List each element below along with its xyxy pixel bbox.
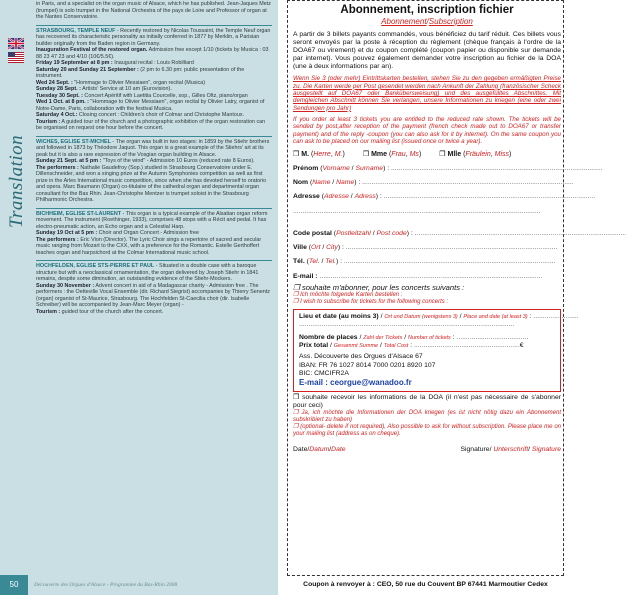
signature-field[interactable]: Signature/ Unterschrift/ Signature (460, 445, 561, 453)
translation-column (36, 1, 272, 315)
left-footer: Découverte des Orgues d'Alsace - Programme du Bas-Rhin 2008 (34, 582, 178, 588)
civility-label: M. (301, 151, 310, 159)
section-heading: WICHES, EGLISE ST-MICHEL (36, 138, 111, 145)
intro-de: Wenn Sie 3 (oder mehr) Eintrittskarten bestellen, stehen Sie zu den gegeben ermäßigten Preise zu. Die Karten werde per Post gesendet werden nach Ankunft der Zahlung (französischer Scheck ausgestellt auf DOA67 oder Bankübersweisung) und des ausgefülltes Abschnittes. Mit demgleichen Abschnitt können Sie verlangen, unsere Informationen zu kriegen (eine oder zwei Sendungen pro Jahr) (293, 75, 561, 112)
subtitle-en: Subscription (428, 17, 473, 26)
intro-text: in Paris, and a specialist on the organ music of Alsace, which he has published. Jean-Jaques Metz (trumpet) is solo trumpet in the National Orchestra of the pays de Loire and Professor of organ at the Nantes Conservatoire. (36, 1, 271, 20)
address-line[interactable]: ................................................................................................................................... (293, 207, 541, 215)
total-field[interactable]: Prix total / Gesammt Summe / Total Cost : ........................................................€ (299, 342, 524, 350)
side-title: Translation (6, 134, 27, 228)
paragraph-lead: Wed 1 Oct. at 8 pm. : (36, 99, 89, 105)
subtitle-separator: / (426, 17, 429, 26)
field-label: Tél. (293, 257, 305, 265)
section-heading: BICHHEIM, EGLISE ST-LAURENT (36, 210, 122, 217)
paragraph-text: Admission free except 1/10 (tickets by Musica : 03 88 23 47 23 and 4/10 (10€/5.5€). (36, 47, 269, 60)
paragraph-text: Artists' Service at 10 am (Eurovision). (80, 86, 172, 92)
field-label-en: Surname (355, 165, 384, 173)
paragraph-text: "Toys of the wind" - Admission 10 Euros (reduced rate 8 Euros). (101, 158, 255, 164)
civility-de: Frau (391, 151, 406, 159)
subscribe-fr: souhaite m'abonner, pour les concerts suivants : (301, 282, 465, 292)
paragraph-lead: Inauguration Festival of the restored organ. (36, 47, 148, 53)
info-checkbox-en: ❒ (293, 423, 299, 430)
info-option (293, 394, 561, 438)
field-label-de: Name (312, 179, 331, 187)
civility-option[interactable]: ❒ Mme (Frau, Ms) (362, 151, 422, 159)
contact-email: E-mail : ceorgue@wanadoo.fr (299, 377, 412, 387)
civility-row (293, 151, 561, 159)
paragraph-text: - Situated in a double case with a baroque structure but with a neoclassical ornamentation, the organ delivered by Joseph Stiehr in 1841 remains, despite some diminution, an outstanding evidence of the Stiehr-Mockers. (36, 263, 259, 282)
section-paragraph (36, 99, 272, 112)
field-label: Prénom (293, 165, 319, 173)
section-paragraph (36, 263, 272, 283)
field-label-de: Adresse (323, 193, 349, 201)
field-label-en: Post code (376, 229, 407, 237)
intro-en: If you order at least 3 tickets you are entitled to the reduced rate shown. The tickets will be sended by post,after reception of the payment (french check made out to DOA67 or transfer payment) and of the reply -coupon (you can also ask for it by internet). On the same coupon you can ask to be placed on our mailing list (issued once or twice a year). (293, 115, 561, 145)
section-paragraph (36, 165, 272, 204)
paragraph-lead: Friday 19 September at 8 pm : (36, 60, 113, 66)
paragraph-text: - The organ was built in two stages: in 1859 by the Stiehr brothers and followed in 1873 by Théodore Jaquot. This organ is a great example of the Stiehrs' art at its peak but it is also a rare expression of the Vosgian organ building in Alsace. (36, 138, 270, 158)
subscription-coupon (293, 4, 626, 454)
date-field[interactable]: Date/Datum/Date (293, 445, 346, 453)
places-field[interactable]: Nombre de places / Zahl der Tickets / Number of tickets : ...................................... (299, 334, 529, 342)
paragraph-lead: The performers : (36, 236, 79, 243)
place-date-line[interactable]: .................................................................................................................. (299, 321, 515, 329)
field-label-en: City (326, 243, 338, 251)
form-field[interactable]: Prénom (Vorname / Surname) : ................................................................................................................ (293, 165, 603, 173)
info-checkbox[interactable]: ❒ (293, 393, 300, 401)
civility-label: Mlle (447, 151, 462, 159)
info-de: Ja, ich möchte die Informationen der DOA kriegen (es ist nicht nötig dazu ein Abonnement subskribiert zu haben) (293, 409, 561, 423)
paragraph-text: Inaugural recital : Louis Robilliard (112, 60, 194, 66)
paragraph-lead: Sunday 30 November : (36, 282, 95, 289)
section-paragraph (36, 28, 272, 48)
paragraph-lead: Wed 24 Sept. : (36, 79, 73, 86)
page-number: 50 (0, 575, 28, 595)
info-fr: souhaite recevoir les informations de la DOA (il n'est pas nécessaire de s'abonner pour ceci) (293, 393, 562, 409)
form-field[interactable]: Tél. (Tel. / Tel.) : ................................................................................................................ (293, 257, 556, 265)
concert-section (36, 208, 272, 257)
field-label-en: Name (336, 179, 355, 187)
signature-row (293, 446, 561, 454)
us-flag-icon (8, 50, 24, 61)
paragraph-lead: Saturday 20 and Sunday 21 September : (36, 66, 139, 73)
paragraph-text: guided tour of the church after the concert. (60, 308, 164, 315)
subscribe-checkbox-en: ❒ (293, 299, 299, 306)
field-label-de: Tel. (308, 257, 320, 265)
civility-en: Ms (409, 151, 419, 159)
email-field[interactable]: E-mail : ...................................................................................................................... (293, 272, 543, 280)
place-date-field[interactable]: Lieu et date (au moins 3) / Ort und Datum (wenigstens 3) / Place and date (at least 3) : ........................ (299, 313, 579, 321)
field-label-en: Adress (354, 193, 376, 201)
paragraph-lead: The performers : (36, 164, 79, 171)
civility-en: Miss (494, 151, 509, 159)
civility-option[interactable]: ❒ Mlle (Fräulein, Miss) (439, 151, 512, 159)
translation-panel (0, 0, 278, 595)
return-address: Coupon à renvoyer à : CEO, 50 rue du Couvent BP 67441 Marmoutier Cedex (303, 581, 548, 588)
form-field[interactable]: Nom (Name / Name) : ................................................................................................................ (293, 179, 574, 187)
paragraph-lead: Tourism : (36, 118, 61, 125)
civility-checkbox[interactable]: ❒ (439, 151, 446, 159)
concert-section (36, 136, 272, 204)
field-label-de: Postleitzahl (336, 229, 371, 237)
info-en: (optional- delete if not required), Also possible to ask for without subscription. Please place me on your mailing list (address as on cheque). (293, 423, 561, 437)
paragraph-lead: Sunday 28 Sept. : (36, 86, 81, 92)
page-title: Abonnement, inscription fichier (340, 4, 514, 16)
field-label: Code postal (293, 229, 332, 237)
info-checkbox-de: ❒ (293, 409, 299, 416)
section-paragraph (36, 309, 272, 316)
paragraph-text: (2 pm to 6.30 pm: public presentation of the instrument. (36, 66, 245, 79)
field-label: Adresse (293, 193, 320, 201)
field-label: Ville (293, 243, 307, 251)
paragraph-lead: Saturday 4 Oct.: (36, 112, 78, 118)
subscribe-en: I wish to subscribe for tickets for the following concerts : (300, 299, 449, 306)
concert-section (36, 25, 272, 132)
concert-section (36, 260, 272, 315)
subscribe-option (293, 284, 561, 306)
section-paragraph (36, 47, 272, 60)
paragraph-text: Eric Vion (Director). The Lyric Choir sings a repertoire of sacred and secular music ranging from Mozart to the CXX, with a preference for the Romantic. Estelle Gerthoffert teaches organ and harpsichord at the Colmar International music school. (36, 236, 262, 256)
subscribe-de: Ich möchte folgende Karten bestellen : (300, 292, 403, 299)
subtitle-fr: Abonnement (381, 17, 427, 26)
order-box (293, 309, 579, 392)
bank-name: Ass. Découverte des Orgues d'Alsace 67 (299, 353, 423, 361)
subscribe-checkbox-de: ❒ (293, 292, 299, 299)
paragraph-text: Choir and Organ Concert - Admission free (97, 230, 199, 236)
section-heading: HOCHFELDEN, EGLISE STS-PIERRE ET PAUL (36, 263, 155, 269)
paragraph-text: "Hommage to Olivier Messiaen", organ recital by Olivier Latry, organist of Notre-Dame, Paris, collaboration with the festival Musica. (36, 99, 265, 112)
field-label-de: Ort (311, 243, 321, 251)
section-paragraph (36, 237, 272, 257)
field-label-en: Tel. (325, 257, 336, 265)
civility-de: Fräulein (465, 151, 491, 159)
section-heading: STRASBOURG, TEMPLE NEUF (36, 27, 116, 34)
intro-fr: A partir de 3 billets payants commandés, vous bénéficiez du tarif réduit. Ces billets vous seront envoyés par la poste à réception du règlement (chèque français à l'ordre de la DOA67 ou virement) et du coupon complété (coupon papier ou disponible sur demande par internet). Vous pouvez également demander votre inscription au fichier de la DOA (une à deux informations par an). (293, 31, 561, 71)
field-label-de: Vorname (322, 165, 350, 173)
subscribe-checkbox[interactable]: ❒ (293, 282, 300, 292)
section-paragraph (36, 67, 272, 80)
civility-checkbox[interactable]: ❒ (362, 151, 370, 159)
bic: BIC: CMCIFR2A (299, 369, 349, 377)
paragraph-lead: Tuesday 30 Sept. : (36, 92, 83, 99)
paragraph-text: - This organ is a typical example of the Alsatian organ reform movement. The instrument (Roethinger, 1933), comprises 48 stops with a Récit and pedal. It has electro-pneumatic action, an Echo organ and a Celestial Harp. (36, 210, 268, 230)
paragraph-text: A guided tour of the church and a photographic exhibition of the organ restoration can be organised on request one hour before the concert. (36, 118, 266, 131)
civility-en: M. (334, 151, 343, 159)
section-paragraph (36, 119, 272, 132)
civility-label: Mme (371, 151, 388, 159)
paragraph-text: - Recently restored by Nicolas Toussaint, the Temple Neuf organ has recovered its characteristic personality as initially conferred in 1877 by Merklin, a Parisian builder originally from the Baden region in Germany. (36, 27, 271, 47)
form-field[interactable]: Adresse (Adresse / Adress) : ................................................................................................................ (293, 193, 596, 201)
section-paragraph (36, 283, 272, 309)
paragraph-text: Concert Apéritif with Laetitia Courcelle, sop., Gilles Oltz, piano/organ (82, 92, 248, 99)
paragraph-lead: Tourism : (36, 308, 61, 315)
paragraph-text: "Hommage to Olivier Messiaen", organ recital (Musica) (72, 79, 206, 86)
paragraph-text: Advent concert in aid of a Madagascar charity - Admission free . The performers : the Oetteville Vocal Ensemble (dir. Richard Siegrist) accompanies by Thierry Senentz (organ) organist of St-Maurice, Strasbourg. The Hochfelden St-Caecilia choir (dir. Isabelle Schreiber) will be accompanied by Jean-Marc Meyer (organ) - (36, 282, 270, 308)
paragraph-text: Closing concert : Children's choir of Colmar and Christophe Mantoux. (77, 112, 245, 118)
section-paragraph (36, 139, 272, 159)
paragraph-lead: Sunday 21 Sept. at 5 pm : (36, 158, 102, 164)
iban: IBAN: FR 76 1027 8014 7000 0201 8920 107 (299, 361, 436, 369)
uk-flag-icon (8, 36, 24, 47)
paragraph-text: Nathalie Gaudefroy (Sop.) studied in Strasbourg Conservatoire under E. Dillenschneider, and won a singing prize at the Autumn Symphonies competition as well as first prize in the Arles International music competition, since when she has devoted herself to oratorio and opera. Marc Baumann (Organ) co-titulaire of the cathedral organ and departmental organ consultant for the Bas Rhin. Jean-Christophe Mentzer is trumpet soloist in the Strasbourg Philharmonic Orchestra. (36, 164, 267, 203)
field-label: Nom (293, 179, 309, 187)
section-paragraph (36, 211, 272, 231)
page-subtitle (293, 17, 561, 27)
civility-option[interactable]: ❒ M. (Herre, M.) (293, 151, 345, 159)
civility-de: Herre (313, 151, 331, 159)
paragraph-lead: Sunday 19 Oct at 5 pm : (36, 230, 98, 236)
form-field[interactable]: Code postal (Postleitzahl / Post code) : ................................................................................................................ (293, 229, 626, 237)
civility-checkbox[interactable]: ❒ (293, 151, 300, 159)
form-field[interactable]: Ville (Ort / City) : ................................................................................................................ (293, 243, 558, 251)
